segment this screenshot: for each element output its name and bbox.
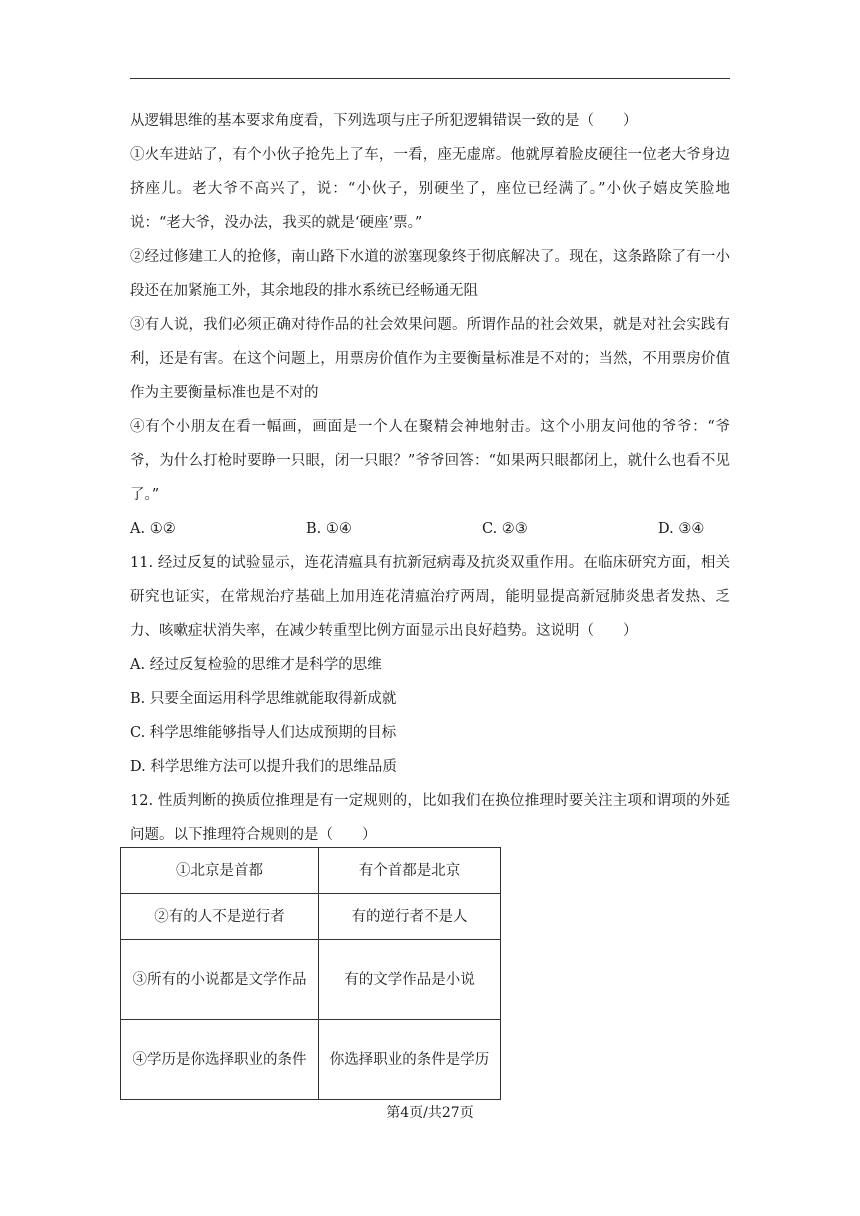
table-row [121, 940, 501, 1020]
q12-table [120, 847, 501, 1100]
q10-item-2: ②经过修建工人的抢修，南山路下水道的淤塞现象终于彻底解决了。现在，这条路除了有一小段还在加紧施工外，其余地段的排水系统已经畅通无阻 [130, 249, 730, 299]
table-cell: 有个首都是北京 [319, 848, 501, 894]
q10-option-a[interactable]: A. ①② [130, 521, 176, 537]
page-content [130, 104, 730, 852]
q11-option-c[interactable]: C. 科学思维能够指导人们达成预期的目标 [130, 725, 397, 741]
table-cell: ④学历是你选择职业的条件 [121, 1020, 319, 1100]
q11-stem: 11. 经过反复的试验显示，连花清瘟具有抗新冠病毒及抗炎双重作用。在临床研究方面，相关研究也证实，在常规治疗基础上加用连花清瘟治疗两周，能明显提高新冠肺炎患者发热、乏力、咳嗽症状消失率，在减少转重型比例方面显示出良好趋势。这说明（ ） [130, 555, 730, 639]
q11-option-a[interactable]: A. 经过反复检验的思维才是科学的思维 [130, 657, 382, 673]
q10-item-3: ③有人说，我们必须正确对待作品的社会效果问题。所谓作品的社会效果，就是对社会实践有利，还是有害。在这个问题上，用票房价值作为主要衡量标准是不对的；当然，不用票房价值作为主要衡量标准也是不对的 [130, 317, 730, 401]
q11-option-b[interactable]: B. 只要全面运用科学思维就能取得新成就 [130, 691, 397, 707]
page-footer: 第4页/共27页 [386, 1105, 474, 1121]
q10-option-b[interactable]: B. ①④ [306, 521, 352, 537]
table-row [121, 848, 501, 894]
q12-stem: 12. 性质判断的换质位推理是有一定规则的，比如我们在换位推理时要关注主项和谓项的外延问题。以下推理符合规则的是（ ） [130, 793, 730, 843]
header-rule [130, 78, 730, 79]
table-cell: 你选择职业的条件是学历 [319, 1020, 501, 1100]
q10-option-c[interactable]: C. ②③ [482, 521, 528, 537]
q10-option-d[interactable]: D. ③④ [658, 521, 705, 537]
table-cell: ②有的人不是逆行者 [121, 894, 319, 940]
table-cell: ③所有的小说都是文学作品 [121, 940, 319, 1020]
table-row [121, 1020, 501, 1100]
q10-options [130, 512, 730, 546]
table-cell: 有的逆行者不是人 [319, 894, 501, 940]
table-cell: ①北京是首都 [121, 848, 319, 894]
q10-item-4: ④有个小朋友在看一幅画，画面是一个人在聚精会神地射击。这个小朋友问他的爷爷：“爷爷，为什么打枪时要睁一只眼，闭一只眼？”爷爷回答：“如果两只眼都闭上，就什么也看不见了。” [130, 419, 730, 503]
q10-stem: 从逻辑思维的基本要求角度看，下列选项与庄子所犯逻辑错误一致的是（ ） [130, 113, 638, 129]
table-cell: 有的文学作品是小说 [319, 940, 501, 1020]
q11-option-d[interactable]: D. 科学思维方法可以提升我们的思维品质 [130, 759, 397, 775]
table-row [121, 894, 501, 940]
q10-item-1: ①火车进站了，有个小伙子抢先上了车，一看，座无虚席。他就厚着脸皮硬往一位老大爷身边挤座儿。老大爷不高兴了，说：“小伙子，别硬坐了，座位已经满了。”小伙子嬉皮笑脸地说：“老大爷，没办法，我买的就是‘硬座’票。” [130, 147, 730, 231]
